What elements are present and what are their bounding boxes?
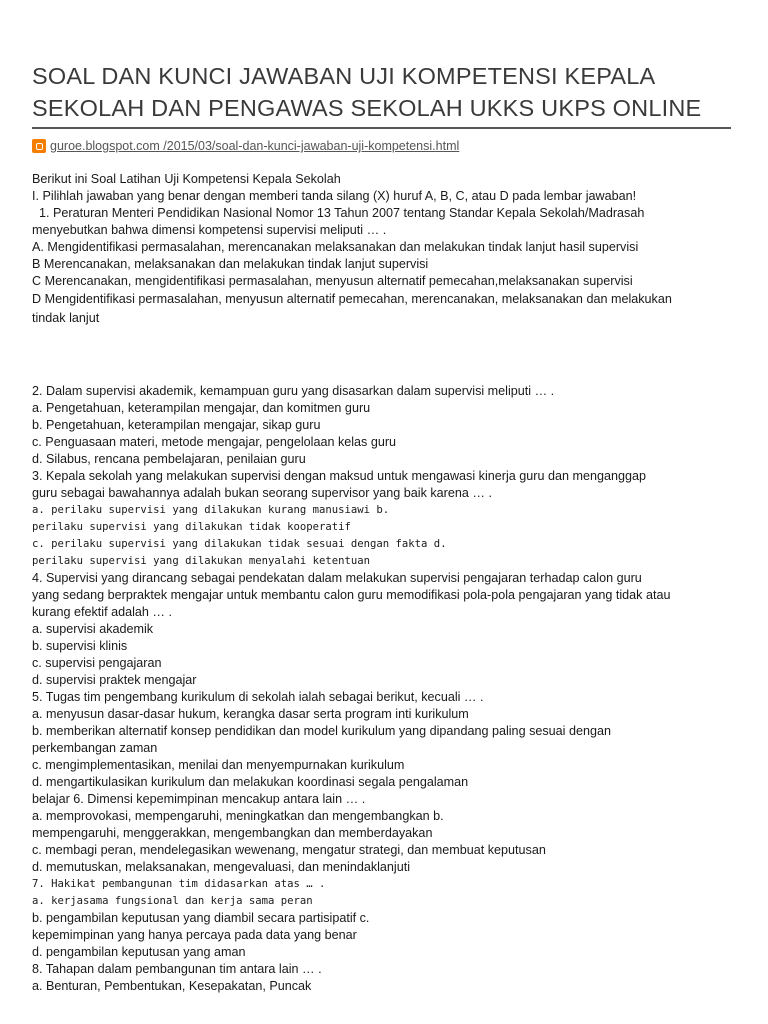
text-line: B Merencanakan, melaksanakan dan melakukan tindak lanjut supervisi <box>32 257 429 271</box>
text-line: perilaku supervisi yang dilakukan tidak kooperatif <box>32 521 351 533</box>
title-line-2: SEKOLAH DAN PENGAWAS SEKOLAH UKKS UKPS ONLINE <box>32 95 702 121</box>
blogger-icon <box>32 139 46 153</box>
text-line: menyebutkan bahwa dimensi kompetensi supervisi meliputi … . <box>32 223 387 237</box>
text-line: a. perilaku supervisi yang dilakukan kurang manusiawi b. <box>32 504 390 516</box>
text-line: b. supervisi klinis <box>32 639 128 653</box>
text-line: c. supervisi pengajaran <box>32 656 162 670</box>
text-line: a. Benturan, Pembentukan, Kesepakatan, Puncak <box>32 979 312 993</box>
text-line: perilaku supervisi yang dilakukan menyalahi ketentuan <box>32 555 371 567</box>
text-line: 4. Supervisi yang dirancang sebagai pendekatan dalam melakukan supervisi pengajaran terhadap calon guru <box>32 571 642 585</box>
text-line: kepemimpinan yang hanya percaya pada data yang benar <box>32 928 357 942</box>
text-line: tindak lanjut <box>32 311 100 325</box>
text-line: 7. Hakikat pembangunan tim didasarkan atas … . <box>32 878 326 890</box>
text-line: Berikut ini Soal Latihan Uji Kompetensi Kepala Sekolah <box>32 172 341 186</box>
text-line: 1. Peraturan Menteri Pendidikan Nasional Nomor 13 Tahun 2007 tentang Standar Kepala Sekolah/Madrasah <box>32 206 645 220</box>
source-link[interactable]: guroe.blogspot.com /2015/03/soal-dan-kunci-jawaban-uji-kompetensi.html <box>50 139 460 153</box>
text-line: a. Pengetahuan, keterampilan mengajar, dan komitmen guru <box>32 401 371 415</box>
text-line: a. kerjasama fungsional dan kerja sama peran <box>32 895 313 907</box>
text-line: b. memberikan alternatif konsep pendidikan dan model kurikulum yang dipandang paling sesuai dengan <box>32 724 611 738</box>
text-line: kurang efektif adalah … . <box>32 605 173 619</box>
text-line: yang sedang berpraktek mengajar untuk membantu calon guru memodifikasi pola-pola pengajaran yang tidak atau <box>32 588 671 602</box>
text-line: c. membagi peran, mendelegasikan wewenang, mengatur strategi, dan membuat keputusan <box>32 843 546 857</box>
document-page <box>32 0 732 995</box>
text-line: d. Silabus, rencana pembelajaran, penilaian guru <box>32 452 306 466</box>
text-line: A. Mengidentifikasi permasalahan, merencanakan melaksanakan dan melakukan tindak lanjut hasil supervisi <box>32 240 639 254</box>
text-line: d. mengartikulasikan kurikulum dan melakukan koordinasi segala pengalaman <box>32 775 469 789</box>
text-line: d. memutuskan, melaksanakan, mengevaluasi, dan menindaklanjuti <box>32 860 411 874</box>
text-line: 8. Tahapan dalam pembangunan tim antara lain … . <box>32 962 322 976</box>
text-line: 5. Tugas tim pengembang kurikulum di sekolah ialah sebagai berikut, kecuali … . <box>32 690 484 704</box>
page-title <box>32 0 732 124</box>
text-line: d. supervisi praktek mengajar <box>32 673 197 687</box>
text-line: belajar 6. Dimensi kepemimpinan mencakup antara lain … . <box>32 792 366 806</box>
text-line: I. Pilihlah jawaban yang benar dengan memberi tanda silang (X) huruf A, B, C, atau D pada lembar jawaban! <box>32 189 637 203</box>
text-line: a. memprovokasi, mempengaruhi, meningkatkan dan mengembangkan b. <box>32 809 444 823</box>
text-line: b. pengambilan keputusan yang diambil secara partisipatif c. <box>32 911 370 925</box>
article-body <box>32 171 732 995</box>
text-line: c. mengimplementasikan, menilai dan menyempurnakan kurikulum <box>32 758 405 772</box>
text-line: c. perilaku supervisi yang dilakukan tidak sesuai dengan fakta d. <box>32 538 447 550</box>
spacer <box>32 328 732 383</box>
text-line: 3. Kepala sekolah yang melakukan supervisi dengan maksud untuk mengawasi kinerja guru dan menganggap <box>32 469 646 483</box>
text-line: b. Pengetahuan, keterampilan mengajar, sikap guru <box>32 418 321 432</box>
title-divider <box>32 127 731 129</box>
text-line: mempengaruhi, menggerakkan, mengembangkan dan memberdayakan <box>32 826 433 840</box>
text-line: c. Penguasaan materi, metode mengajar, pengelolaan kelas guru <box>32 435 397 449</box>
text-line: perkembangan zaman <box>32 741 158 755</box>
text-line: d. pengambilan keputusan yang aman <box>32 945 246 959</box>
text-line: C Merencanakan, mengidentifikasi permasalahan, menyusun alternatif pemecahan,melaksanakan supervisi <box>32 274 633 288</box>
title-line-1: SOAL DAN KUNCI JAWABAN UJI KOMPETENSI KEPALA <box>32 63 656 89</box>
text-line: a. supervisi akademik <box>32 622 154 636</box>
text-line: D Mengidentifikasi permasalahan, menyusun alternatif pemecahan, merencanakan, melaksanakan dan melakukan <box>32 292 672 306</box>
text-line: 2. Dalam supervisi akademik, kemampuan guru yang disasarkan dalam supervisi meliputi … . <box>32 384 555 398</box>
text-line: a. menyusun dasar-dasar hukum, kerangka dasar serta program inti kurikulum <box>32 707 469 721</box>
text-line: guru sebagai bawahannya adalah bukan seorang supervisor yang baik karena … . <box>32 486 492 500</box>
source-link-row <box>32 137 732 155</box>
